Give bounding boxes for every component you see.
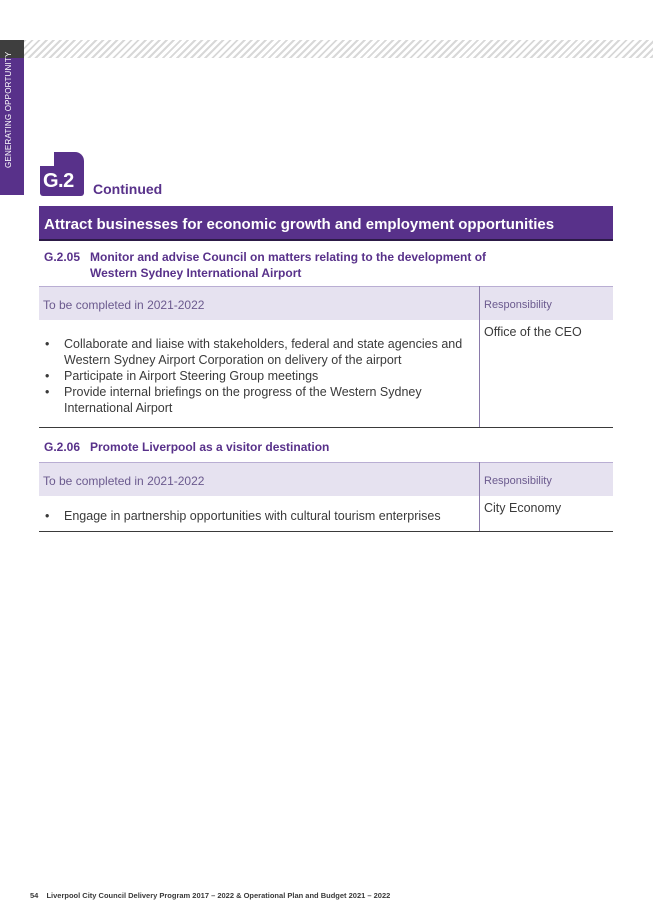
header-hatch-band <box>24 40 653 58</box>
column-header-timeframe: To be completed in 2021-2022 <box>43 474 205 488</box>
action-title: Promote Liverpool as a visitor destination <box>90 440 330 454</box>
column-header-responsibility: Responsibility <box>484 299 552 311</box>
badge-notch <box>40 152 54 166</box>
column-divider <box>479 286 480 428</box>
responsibility-value: City Economy <box>484 501 562 515</box>
continued-label: Continued <box>93 181 163 197</box>
column-header-responsibility: Responsibility <box>484 475 552 487</box>
action-heading <box>44 249 524 283</box>
page-number: 54 <box>30 891 39 900</box>
task-list <box>44 336 474 416</box>
table-bottom-rule <box>39 427 613 428</box>
table-header <box>39 286 613 320</box>
section-code: G.2 <box>43 170 74 192</box>
task-list <box>44 508 474 524</box>
list-item: • Collaborate and liaise with stakeholders, federal and state agencies and Western Sydney Airport Corporation on delivery of the airport <box>44 336 474 368</box>
objective-banner: Attract businesses for economic growth and employment opportunities <box>39 206 613 241</box>
action-code: G.2.05 <box>44 250 81 264</box>
table-header <box>39 462 613 496</box>
page-footer <box>30 891 390 900</box>
list-item: • Participate in Airport Steering Group meetings <box>44 368 474 384</box>
column-divider <box>479 462 480 531</box>
footer-text: Liverpool City Council Delivery Program 2017 – 2022 & Operational Plan and Budget 2021 – 2022 <box>46 891 391 900</box>
action-code: G.2.06 <box>44 440 81 454</box>
side-label: GENERATING OPPORTUNITY <box>4 51 13 168</box>
list-item: • Provide internal briefings on the progress of the Western Sydney International Airport <box>44 384 474 416</box>
list-item: • Engage in partnership opportunities with cultural tourism enterprises <box>44 508 474 524</box>
responsibility-value: Office of the CEO <box>484 325 582 339</box>
action-title: Monitor and advise Council on matters relating to the development of Western Sydney International Airport <box>90 250 487 280</box>
column-header-timeframe: To be completed in 2021-2022 <box>43 298 205 312</box>
table-bottom-rule <box>39 531 613 532</box>
action-heading <box>44 439 524 457</box>
